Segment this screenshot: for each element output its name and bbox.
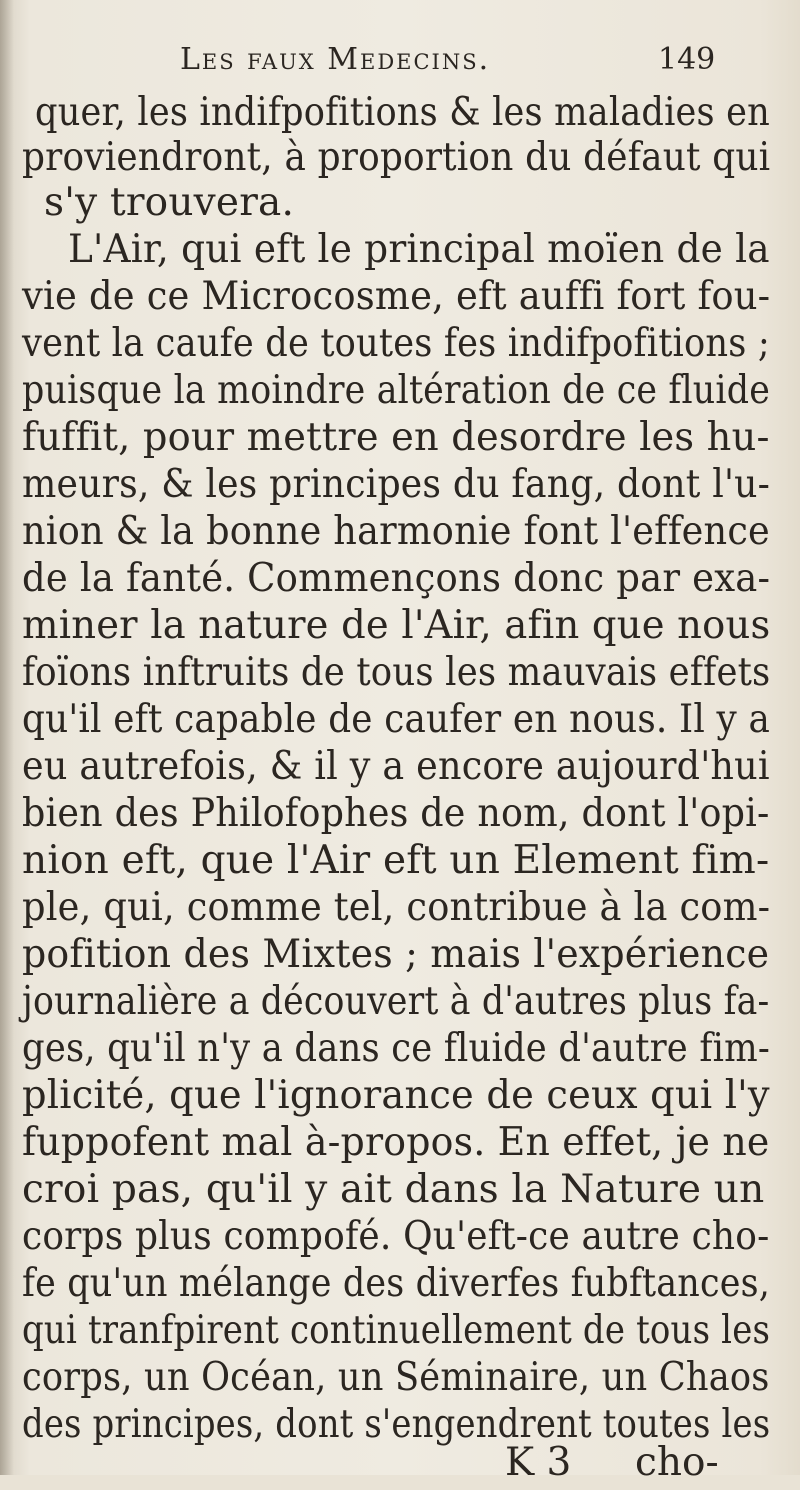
text-line: miner la nature de l'Air, afin que nous — [22, 603, 771, 648]
text-line: plicité, que l'ignorance de ceux qui l'y — [22, 1073, 770, 1118]
text-line: fuppofent mal à-propos. En effet, je ne — [22, 1120, 770, 1165]
text-line: bien des Philofophes de nom, dont l'opi- — [22, 791, 770, 836]
catchword: cho- — [635, 1440, 719, 1485]
text-line: proviendront, à proportion du défaut qui — [22, 135, 771, 180]
text-line: fuffit, pour mettre en desordre les hu- — [22, 415, 770, 460]
text-line: foïons inftruits de tous les mauvais effets — [22, 650, 771, 695]
gutter-shadow — [0, 0, 14, 1475]
text-line: quer, les indifpofitions & les maladies en — [35, 90, 770, 135]
text-line: fe qu'un mélange des diverfes fubftances, — [22, 1261, 770, 1306]
text-line: vie de ce Microcosme, eft auffi fort fou- — [22, 274, 771, 319]
running-head: Les faux Medecins. — [180, 42, 491, 77]
text-line: pofition des Mixtes ; mais l'expérience — [22, 932, 770, 977]
text-line: corps, un Océan, un Séminaire, un Chaos — [22, 1355, 770, 1400]
text-line: nion & la bonne harmonie font l'effence — [22, 509, 770, 554]
text-line: eu autrefois, & il y a encore aujourd'hui — [22, 744, 770, 789]
text-line: meurs, & les principes du fang, dont l'u- — [22, 462, 771, 507]
page-footer — [0, 1440, 800, 1490]
text-line: qui tranfpirent continuellement de tous les — [22, 1308, 771, 1353]
signature-mark: K 3 — [505, 1440, 572, 1485]
page-number: 149 — [658, 42, 716, 77]
text-line: des principes, dont s'engendrent toutes les — [22, 1402, 771, 1447]
text-line: qu'il eft capable de caufer en nous. Il y a — [22, 697, 771, 742]
page-header — [180, 42, 716, 82]
text-line: journalière a découvert à d'autres plus fa- — [22, 979, 770, 1024]
text-line: s'y trouvera. — [44, 180, 295, 225]
text-line: ple, qui, comme tel, contribue à la com- — [22, 885, 771, 930]
text-line: corps plus compofé. Qu'eft-ce autre cho- — [22, 1214, 770, 1259]
text-line: vent la caufe de toutes fes indifpofitions ; — [22, 321, 770, 366]
text-line: ges, qu'il n'y a dans ce fluide d'autre fim- — [22, 1026, 770, 1071]
text-line: nion eft, que l'Air eft un Element fim- — [22, 838, 770, 883]
text-line: L'Air, qui eft le principal moïen de la — [68, 227, 770, 272]
text-line: puisque la moindre altération de ce fluide — [22, 368, 770, 413]
text-line: de la fanté. Commençons donc par exa- — [22, 556, 771, 601]
text-line: croi pas, qu'il y ait dans la Nature un — [22, 1167, 765, 1212]
